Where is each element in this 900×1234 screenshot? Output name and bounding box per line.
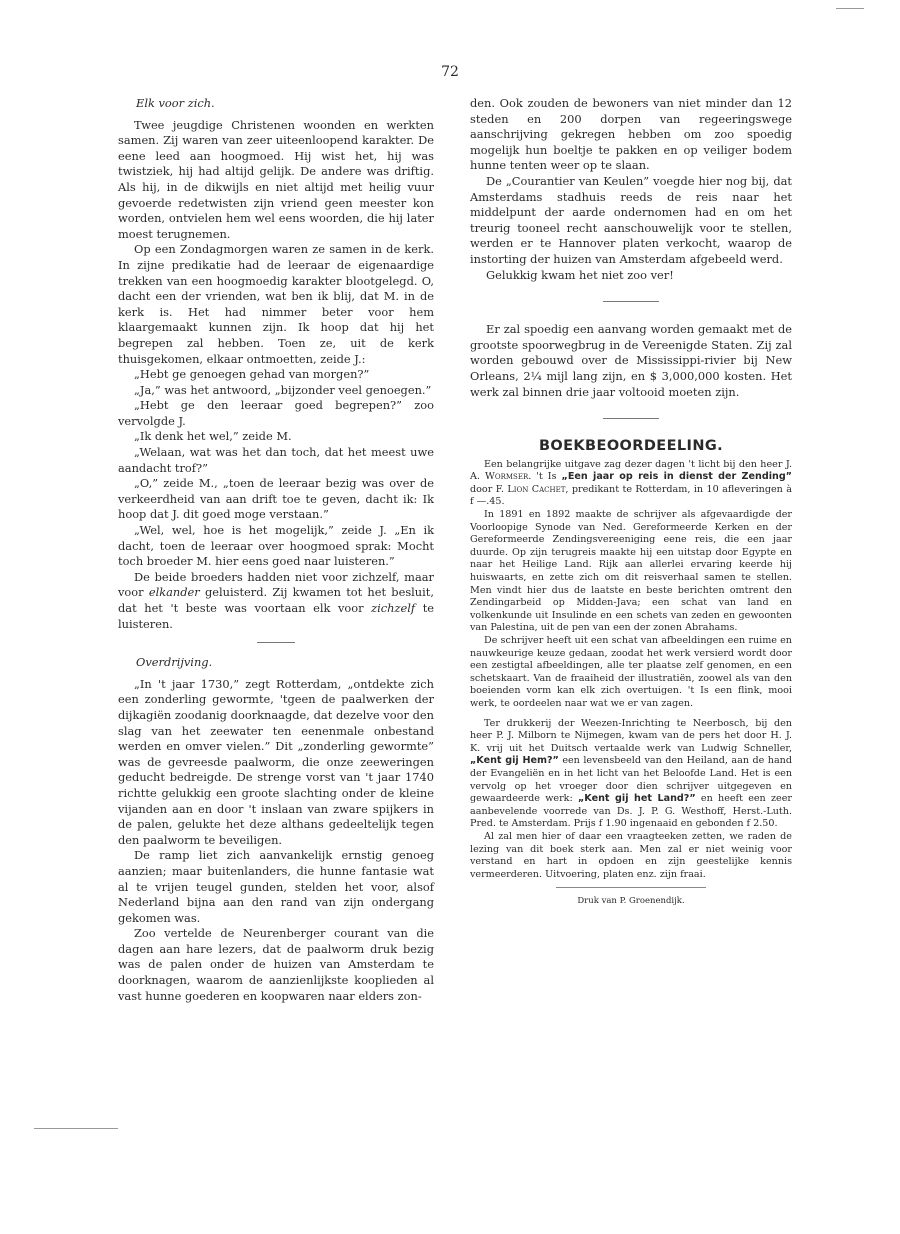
book-title: „Kent gij Hem?” bbox=[470, 755, 559, 767]
paragraph: „Hebt ge den leeraar goed begrepen?” zoo vervolgde J. bbox=[118, 398, 434, 428]
paragraph: Gelukkig kwam het niet zoo ver! bbox=[486, 267, 674, 282]
text-run: geluisterd. Zij kwamen tot het besluit, dat het 't beste was voortaan elk voor bbox=[118, 585, 434, 615]
left-column bbox=[118, 96, 434, 1004]
text-run: een levensbeeld van den Heiland, aan de hand der Evangeliën en in het licht van het Beloofde Land. Het is een vervolg op het vroeger door dien schrijver uitgegeven en gewaardeerde werk: bbox=[470, 755, 792, 805]
paragraph: „Wel, wel, hoe is het mogelijk,” zeide J. „En ik dacht, toen de leeraar over hoogmoed sprak: Mocht toch broeder M. hier eens goed naar luisteren.” bbox=[118, 523, 434, 569]
paragraph: Zoo vertelde de Neurenberger courant van die dagen aan hare lezers, dat de paalworm druk bezig was de palen onder de huizen van Amsterdam te doorknagen, waarom de aanzienlijkste kooplieden al vast hunne goederen en koopwaren naar elders zon- bbox=[118, 926, 434, 1003]
section-divider bbox=[603, 418, 659, 419]
paragraph: In 1891 en 1892 maakte de schrijver als afgevaardigde der Voorloopige Synode van Ned. Gereformeerde Kerken en der Gereformeerde Zendingsvereeniging eene reis, die een jaar duurde. Op zijn terugreis maakte hij een uitstap door Egypte en naar het Heilige Land. Rijk aan allerlei ervaring keerde hij huiswaarts, en zette zich om dit reisverhaal samen te stellen. Men vindt hier dus de laatste en beste berichten omtrent den Zendingarbeid op Midden-Java; een schat van land en volkenkunde uit Insulinde en een schets van zeden en gewoonten van Palestina, uit de pen van een der zonen Abrahams. bbox=[470, 509, 792, 634]
paragraph: den. Ook zouden de bewoners van niet minder dan 12 steden en 200 dorpen van regeeringswege aanschrijving gekregen hebben om zoo spoedig mogelijk hun boeltje te pakken en op veiliger bodem hunne tenten weer op te slaan. bbox=[470, 96, 792, 173]
paragraph: Er zal spoedig een aanvang worden gemaakt met de grootste spoorwegbrug in de Vereenigde Staten. Zij zal worden gebouwd over de Mississippi-rivier bij New Orleans, 2¼ mijl lang zijn, en $ 3,000,000 kosten. Het werk zal binnen drie jaar voltooid moeten zijn. bbox=[470, 322, 792, 399]
article-title-elk-voor-zich: Elk voor zich. bbox=[136, 96, 215, 110]
author-name: Lion Cachet bbox=[507, 483, 566, 495]
emphasis: elkander bbox=[148, 585, 200, 600]
printer-credit: Druk van P. Groenendijk. bbox=[577, 896, 685, 907]
text-run: te luisteren. bbox=[118, 601, 435, 631]
paragraph: De „Courantier van Keulen” voegde hier nog bij, dat Amsterdams stadhuis reeds de reis naar het middelpunt der aarde ondernomen had en om het treurig tooneel recht aanschouwelijk voor te stellen, werden er te Hannover platen verkocht, waarop de instorting der huizen van Amsterdam afgebeeld werd. bbox=[470, 173, 792, 266]
paragraph: „O,” zeide M., „toen de leeraar bezig was over de verkeerdheid van aan drift toe te geven, dacht ik: Ik hoop dat J. dit goed moge verstaan.” bbox=[118, 476, 434, 522]
emphasis: zichzelf bbox=[371, 601, 416, 615]
paragraph bbox=[470, 459, 792, 509]
book-reviews bbox=[470, 459, 792, 882]
paragraph bbox=[118, 570, 434, 632]
page-number: 72 bbox=[441, 64, 459, 80]
text-run: Een belangrijke uitgave zag dezer dagen 't licht bij den heer J. A. bbox=[470, 458, 792, 483]
book-title: „Kent gij het Land?” bbox=[578, 793, 696, 805]
paragraph: „Ik denk het wel,” zeide M. bbox=[134, 429, 292, 444]
paragraph: „Hebt ge genoegen gehad van morgen?” bbox=[134, 367, 370, 382]
section-divider bbox=[257, 642, 295, 643]
text-run: De beide broeders hadden niet voor zichzelf, maar voor bbox=[118, 569, 434, 600]
text-run: Ter drukkerij der Weezen-Inrichting te Neerbosch, bij den heer P. J. Milborn te Nijmegen, kwam van de pers het door H. J. K. vrij uit het Duitsch vertaalde werk van Ludwig Schneller, bbox=[470, 717, 792, 754]
paragraph: „Welaan, wat was het dan toch, dat het meest uwe aandacht trof?” bbox=[118, 445, 434, 475]
section-divider bbox=[603, 301, 659, 302]
paragraph: De ramp liet zich aanvankelijk ernstig genoeg aanzien; maar buitenlanders, die hunne fantasie wat al te vrijen teugel gunden, stelden het voor, alsof Nederland bijna aan den rand van zijn ondergang gekomen was. bbox=[118, 848, 434, 925]
paragraph: „In 't jaar 1730,” zegt Rotterdam, „ontdekte zich een zonderling gewormte, 'tgeen de paalwerken der dijkagiën zoodanig doorknaagde, dat dezelve voor den slag van het zeewater ten eenenmale onbestand werden en omver vielen.” Dit „zonderling gewormte” was de gevreesde paalworm, die onze zeeweringen geducht bedreigde. De strenge vorst van 't jaar 1740 richtte gelukkig een groote slachting onder de kleine vijanden aan en door 't inslaan van zware spijkers in de palen, gelukte het deze althans gedeeltelijk tegen den paalworm te beveiligen. bbox=[118, 676, 434, 847]
article-title-overdrijving: Overdrijving. bbox=[136, 655, 213, 670]
paragraph: De schrijver heeft uit een schat van afbeeldingen een ruime en nauwkeurige keuze gedaan, zoodat het werk versierd wordt door een zestigtal afbeeldingen, alle ter plaatse zelf genomen, en een schetskaart. Van de fraaiheid der illustratiën, zoowel als van den boeienden vorm kan elk zich overtuigen. 't Is een flink, mooi werk, te oordeelen naar wat we er van zagen. bbox=[470, 635, 792, 709]
text-run: en heeft een zeer aanbevelende voorrede van Ds. J. P. G. Westhoff, Herst.-Luth. Pred. te Amsterdam. Prijs f 1.90 ingenaaid en gebonden f 2.50. bbox=[470, 793, 792, 830]
paragraph: Al zal men hier of daar een vraagteeken zetten, we raden de lezing van dit boek sterk aan. Men zal er niet weinig voor verstand en hart in opdoen en zijn geestelijke kennis vermeerderen. Uitvoering, platen enz. zijn fraai. bbox=[470, 830, 792, 880]
text-run: . 't Is bbox=[528, 471, 557, 483]
book-title: „Een jaar op reis in dienst der Zending” bbox=[561, 471, 792, 483]
paragraph: „Ja,” was het antwoord, „bijzonder veel genoegen.” bbox=[134, 382, 432, 397]
scan-edge-mark-top bbox=[836, 8, 864, 9]
paragraph: Twee jeugdige Christenen woonden en werkten samen. Zij waren van zeer uiteenloopend karakter. De eene leed aan hoogmoed. Hij wist het, hij was twistziek, hij had altijd gelijk. De andere was driftig. Als hij, in de dikwijls en niet altijd met heilig vuur gevoerde redetwisten zijn vriend geen meester kon worden, ontvielen hem wel eens woorden, die hij later moest terugnemen. bbox=[118, 117, 434, 241]
scan-edge-mark-bottom bbox=[34, 1128, 118, 1129]
right-column bbox=[470, 96, 792, 910]
paragraph bbox=[470, 718, 792, 831]
text-run: door F. bbox=[470, 483, 504, 495]
section-heading-boekbeoordeeling: BOEKBEOORDEELING. bbox=[538, 438, 724, 455]
publisher-name: Wormser bbox=[485, 471, 529, 483]
text-run: , predikant te Rotterdam, in 10 afleveringen à f —.45. bbox=[470, 483, 792, 508]
printer-divider bbox=[556, 887, 706, 888]
paragraph: Op een Zondagmorgen waren ze samen in de kerk. In zijne predikatie had de leeraar de eigenaardige trekken van een hoogmoedig karakter blootgelegd. O, dacht een der vrienden, wat ben ik blij, dat M. in de kerk is. Het had nimmer beter voor hem klaargemaakt kunnen zijn. Ik hoop dat hij het begrepen zal hebben. Toen ze, uit de kerk thuisgekomen, elkaar ontmoetten, zeide J.: bbox=[118, 242, 434, 366]
